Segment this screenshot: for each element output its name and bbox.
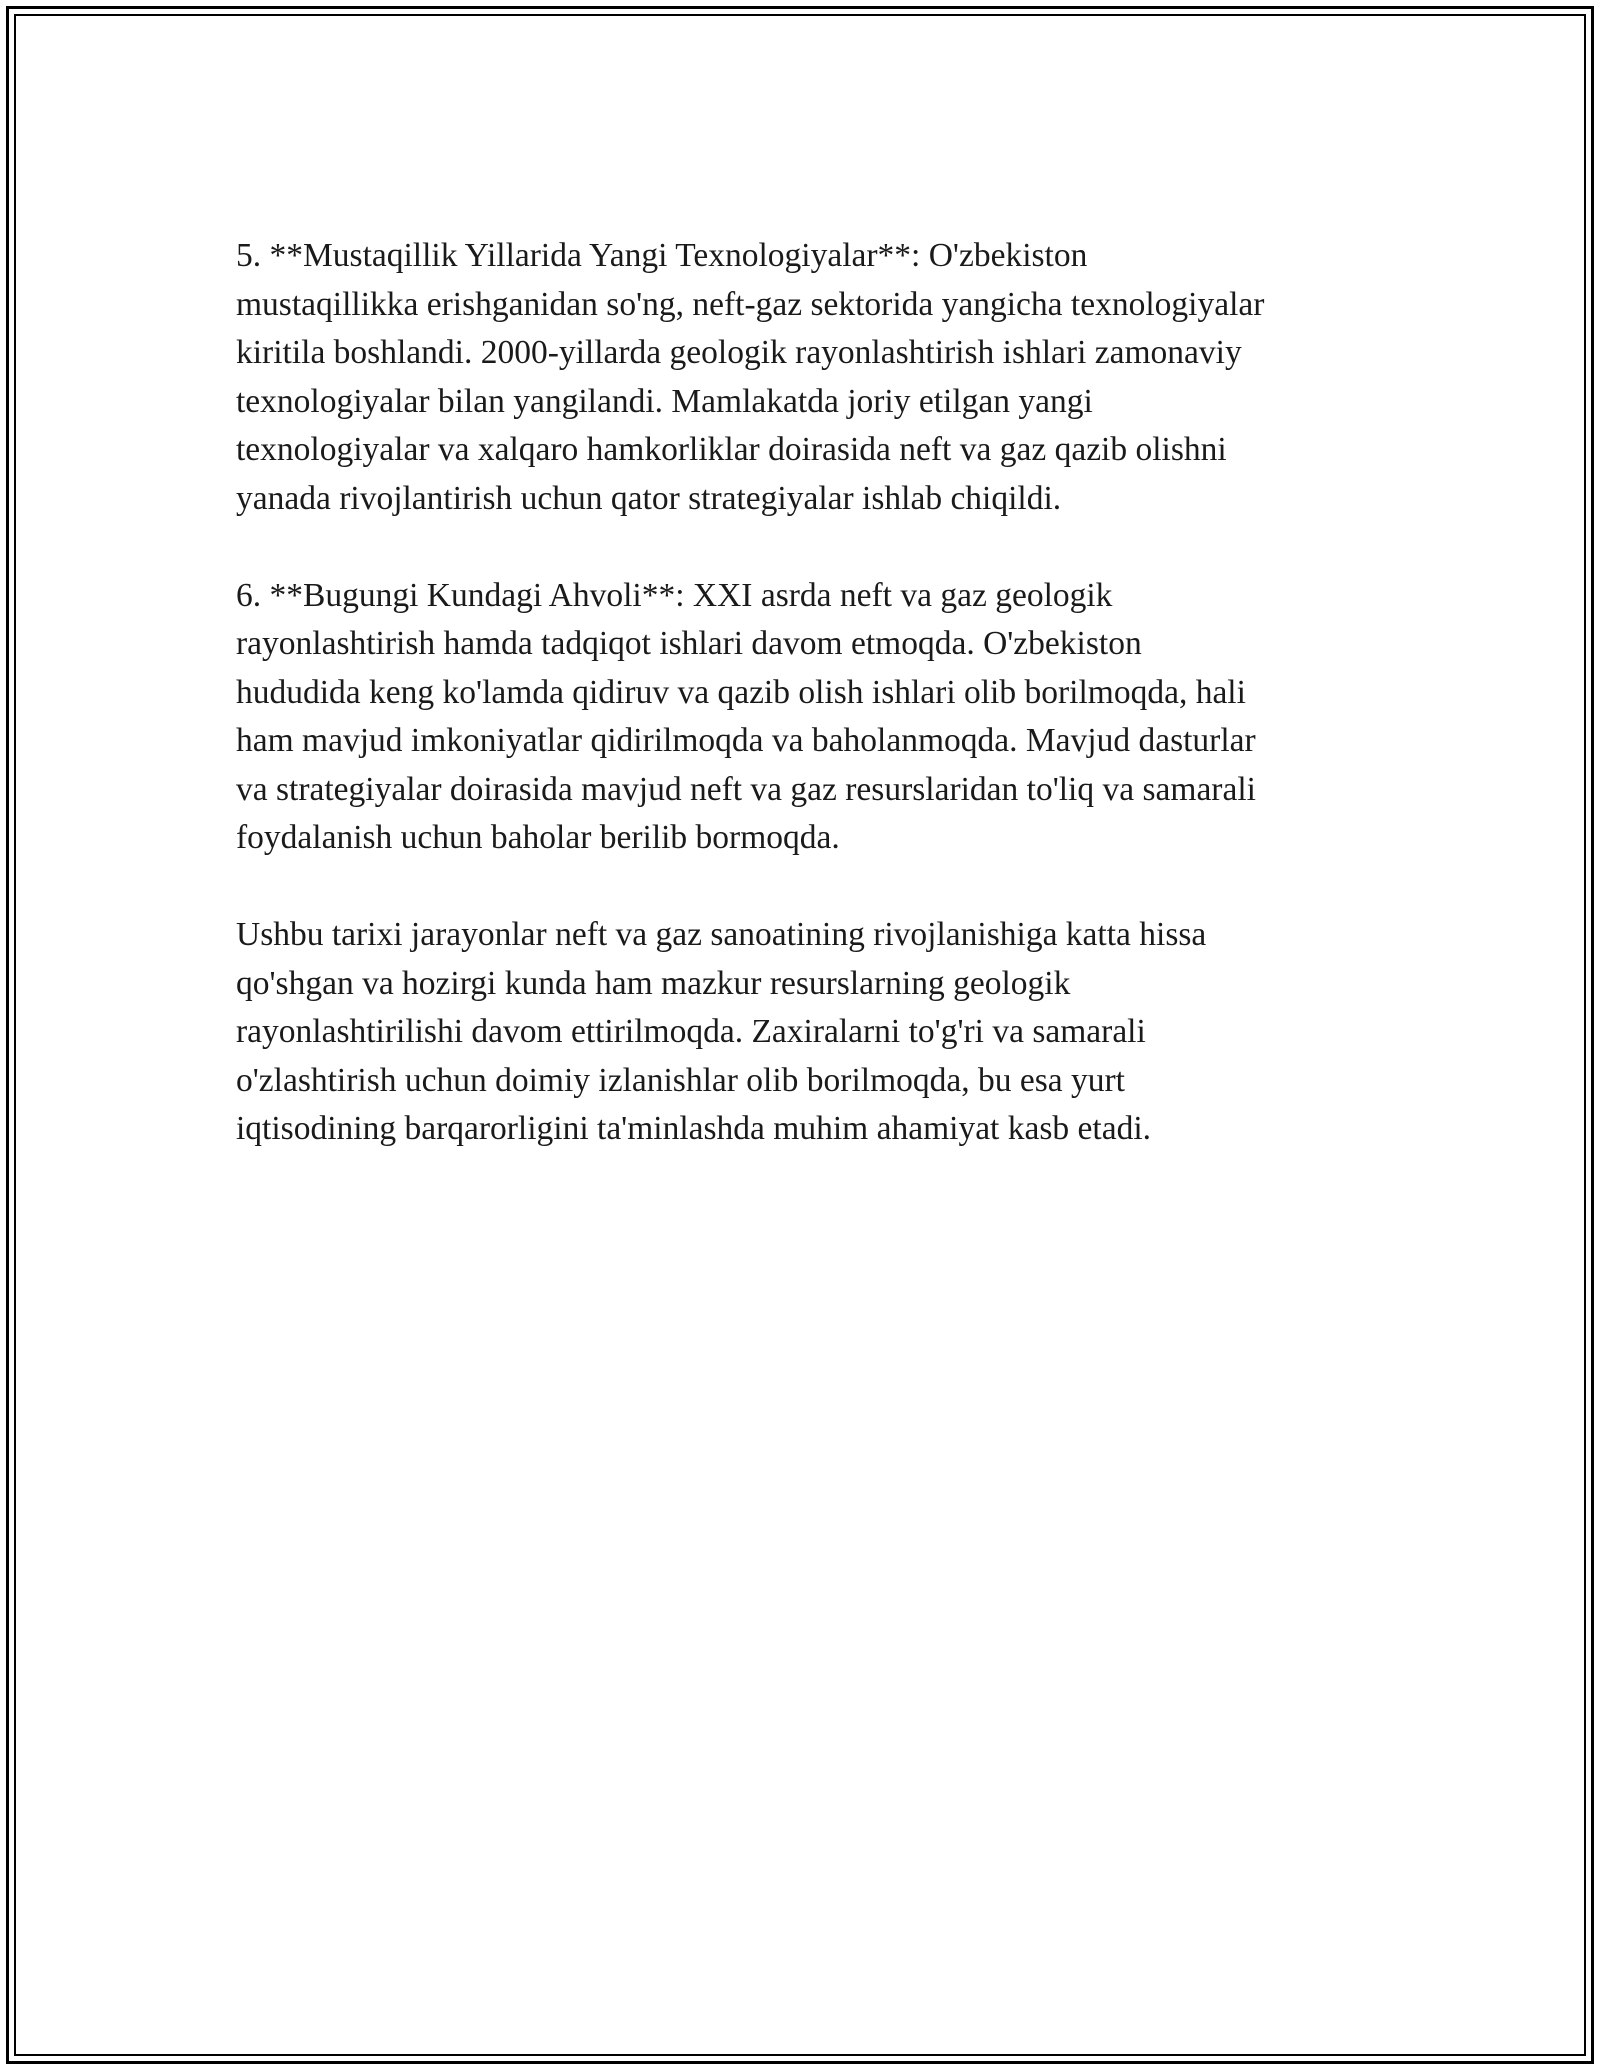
paragraph-section-5: 5. **Mustaqillik Yillarida Yangi Texnologiyalar**: O'zbekiston mustaqillikka erishganidan so'ng, neft-gaz sektorida yangicha texnologiyalar kiritila boshlandi. 2000-yillarda geologik rayonlashtirish ishlari zamonaviy texnologiyalar bilan yangilandi. Mamlakatda joriy etilgan yangi texnologiyalar va xalqaro hamkorliklar doirasida neft va gaz qazib olishni yanada rivojlantirish uchun qator strategiyalar ishlab chiqildi.	[236, 237, 1265, 517]
paragraph-conclusion: Ushbu tarixi jarayonlar neft va gaz sanoatining rivojlanishiga katta hissa qo'shgan va hozirgi kunda ham mazkur resurslarning geologik rayonlashtirilishi davom ettirilmoqda. Zaxiralarni to'g'ri va samarali o'zlashtirish uchun doimiy izlanishlar olib borilmoqda, bu esa yurt iqtisodining barqarorligini ta'minlashda muhim ahamiyat kasb etadi.	[236, 916, 1207, 1147]
document-body	[236, 232, 1386, 1202]
paragraph-section-6: 6. **Bugungi Kundagi Ahvoli**: XXI asrda neft va gaz geologik rayonlashtirish hamda tadqiqot ishlari davom etmoqda. O'zbekiston hududida keng ko'lamda qidiruv va qazib olish ishlari olib borilmoqda, hali ham mavjud imkoniyatlar qidirilmoqda va baholanmoqda. Mavjud dasturlar va strategiyalar doirasida mavjud neft va gaz resurslaridan to'liq va samarali foydalanish uchun baholar berilib bormoqda.	[236, 576, 1256, 856]
